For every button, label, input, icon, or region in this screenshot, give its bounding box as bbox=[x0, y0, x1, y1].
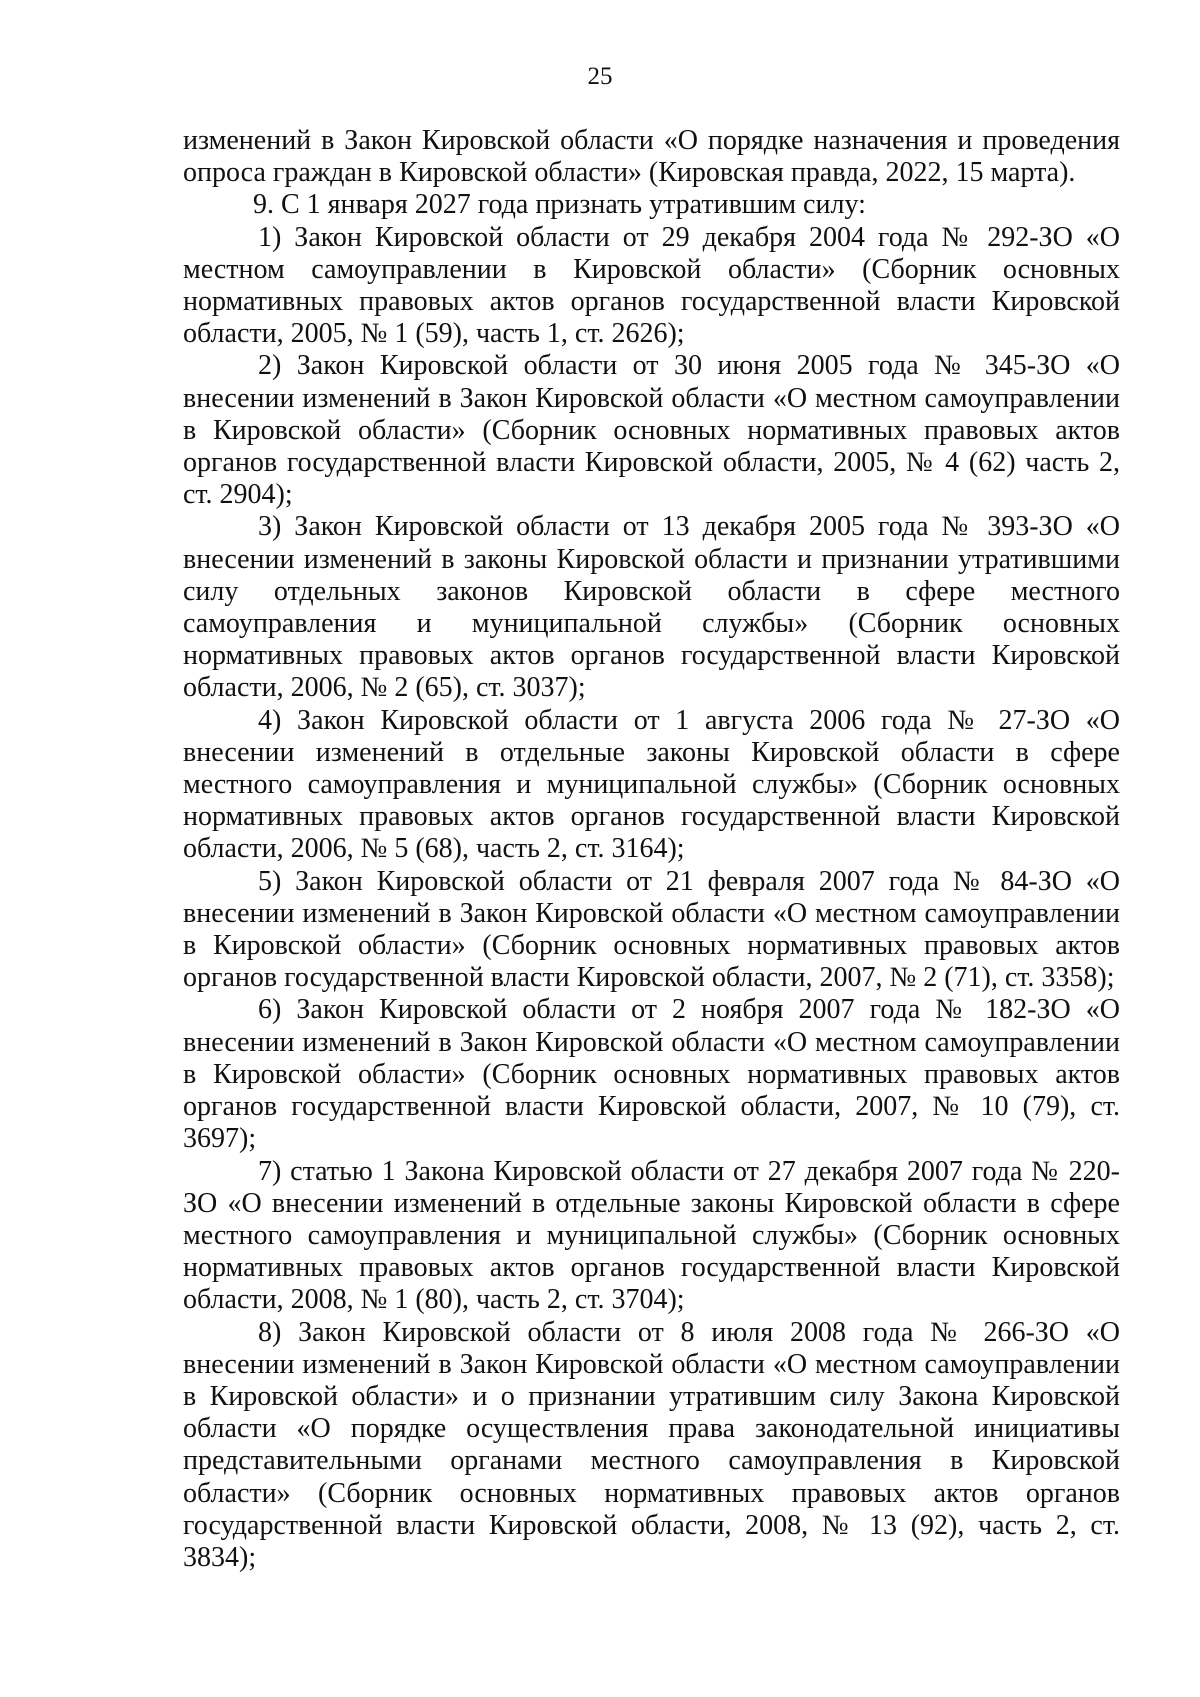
paragraph-subitem-8: 8) Закон Кировской области от 8 июля 2008 года № 266-ЗО «О внесении изменений в Закон Кировской области «О местном самоуправлении в Кировской области» и о признании утратившим силу Закона Кировской области «О порядке осуществления права законодательной инициативы представительными органами местного самоуправления в Кировской области» (Сборник основных нормативных правовых актов органов государственной власти Кировской области, 2008, № 13 (92), часть 2, ст. 3834); bbox=[183, 1316, 1120, 1573]
page-number: 25 bbox=[587, 63, 613, 90]
paragraph-subitem-5: 5) Закон Кировской области от 21 февраля 2007 года № 84-ЗО «О внесении изменений в Закон Кировской области «О местном самоуправлении в Кировской области» (Сборник основных нормативных правовых актов органов государственной власти Кировской области, 2007, № 2 (71), ст. 3358); bbox=[183, 865, 1120, 994]
paragraph-subitem-1: 1) Закон Кировской области от 29 декабря 2004 года № 292-ЗО «О местном самоуправлении в Кировской области» (Сборник основных нормативных правовых актов органов государственной власти Кировской области, 2005, № 1 (59), часть 1, ст. 2626); bbox=[183, 221, 1120, 350]
paragraph-subitem-2: 2) Закон Кировской области от 30 июня 2005 года № 345-ЗО «О внесении изменений в Закон Кировской области «О местном самоуправлении в Кировской области» (Сборник основных нормативных правовых актов органов государственной власти Кировской области, 2005, № 4 (62) часть 2, ст. 2904); bbox=[183, 350, 1120, 511]
paragraph-item-9: 9. С 1 января 2027 года признать утратившим силу: bbox=[253, 189, 866, 221]
paragraph-subitem-6: 6) Закон Кировской области от 2 ноября 2007 года № 182-ЗО «О внесении изменений в Закон Кировской области «О местном самоуправлении в Кировской области» (Сборник основных нормативных правовых актов органов государственной власти Кировской области, 2007, № 10 (79), ст. 3697); bbox=[183, 994, 1120, 1155]
paragraph-subitem-3: 3) Закон Кировской области от 13 декабря 2005 года № 393-ЗО «О внесении изменений в законы Кировской области и признании утратившими силу отдельных законов Кировской области в сфере местного самоуправления и муниципальной службы» (Сборник основных нормативных правовых актов органов государственной власти Кировской области, 2006, № 2 (65), ст. 3037); bbox=[183, 511, 1120, 704]
document-body bbox=[183, 125, 1120, 1574]
paragraph-subitem-7: 7) статью 1 Закона Кировской области от 27 декабря 2007 года № 220-ЗО «О внесении изменений в отдельные законы Кировской области в сфере местного самоуправления и муниципальной службы» (Сборник основных нормативных правовых актов органов государственной власти Кировской области, 2008, № 1 (80), часть 2, ст. 3704); bbox=[183, 1155, 1120, 1316]
paragraph-subitem-4: 4) Закон Кировской области от 1 августа 2006 года № 27-ЗО «О внесении изменений в отдельные законы Кировской области в сфере местного самоуправления и муниципальной службы» (Сборник основных нормативных правовых актов органов государственной власти Кировской области, 2006, № 5 (68), часть 2, ст. 3164); bbox=[183, 704, 1120, 865]
paragraph-continuation: изменений в Закон Кировской области «О порядке назначения и проведения опроса граждан в Кировской области» (Кировская правда, 2022, 15 марта). bbox=[183, 125, 1120, 189]
